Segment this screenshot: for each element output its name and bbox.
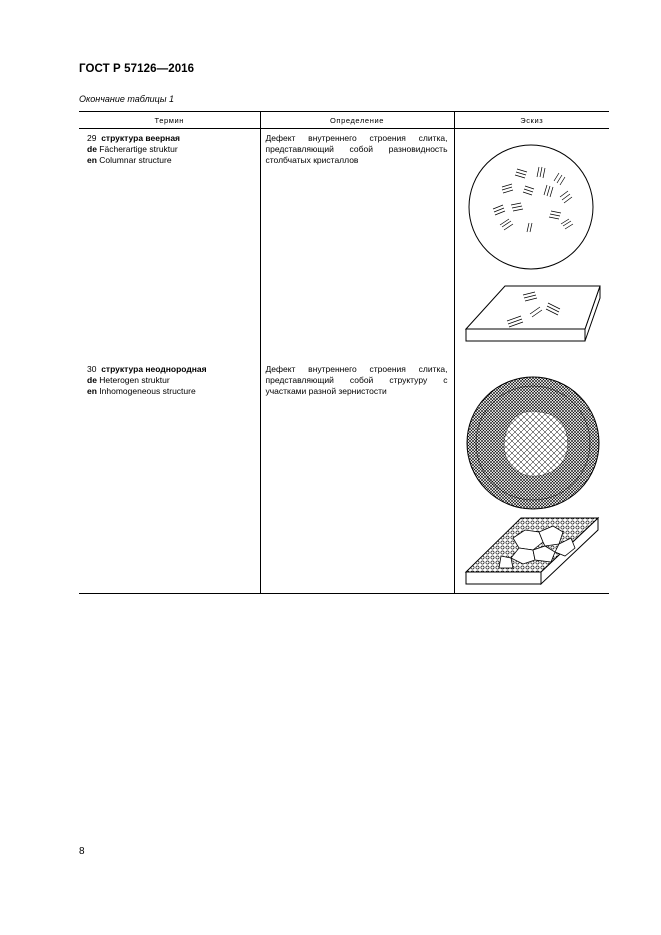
definition-cell (260, 129, 454, 361)
term-de: Fächerartige struktur (99, 144, 178, 154)
columnar-structure-sketch (455, 129, 610, 360)
sketch-cell (454, 360, 609, 594)
inhomogeneous-disc-sketch (467, 377, 599, 509)
term-cell (79, 360, 260, 594)
term-ru-line (87, 364, 260, 375)
definition-cell (260, 360, 454, 594)
page-number: 8 (79, 846, 85, 857)
term-en: Inhomogeneous structure (99, 386, 196, 396)
table-caption: Окончание таблицы 1 (79, 94, 174, 104)
inhomogeneous-block-sketch (466, 518, 598, 584)
term-ru: структура неоднородная (101, 364, 207, 374)
definition-text: Дефект внутреннего строения слитка, представляющий собой структуру с участками разной зернистости (265, 364, 448, 396)
sketch-cell (454, 129, 609, 361)
inhomogeneous-structure-sketch (455, 360, 610, 593)
terms-table (79, 111, 609, 594)
columnar-block-sketch (466, 286, 600, 341)
table-row (79, 129, 609, 361)
lang-de-label: de (87, 144, 97, 154)
table-header-row (79, 112, 609, 129)
columnar-disc-sketch (469, 145, 593, 269)
lang-de-label: de (87, 375, 97, 385)
term-en-line (87, 386, 260, 397)
column-header-sketch: Эскиз (454, 112, 609, 129)
term-ru-line (87, 133, 260, 144)
lang-en-label: en (87, 386, 97, 396)
lang-en-label: en (87, 155, 97, 165)
term-number: 30 (87, 364, 97, 374)
term-number: 29 (87, 133, 97, 143)
table-row (79, 360, 609, 594)
term-en-line (87, 155, 260, 166)
document-code: ГОСТ Р 57126—2016 (79, 63, 195, 75)
term-de-line (87, 375, 260, 386)
term-en: Columnar structure (99, 155, 172, 165)
term-de: Heterogen struktur (99, 375, 170, 385)
column-header-term: Термин (79, 112, 260, 129)
term-de-line (87, 144, 260, 155)
term-ru: структура веерная (101, 133, 181, 143)
definition-text: Дефект внутреннего строения слитка, представляющий собой разновидность столбчатых кристаллов (265, 133, 448, 165)
column-header-definition: Определение (260, 112, 454, 129)
term-cell (79, 129, 260, 361)
